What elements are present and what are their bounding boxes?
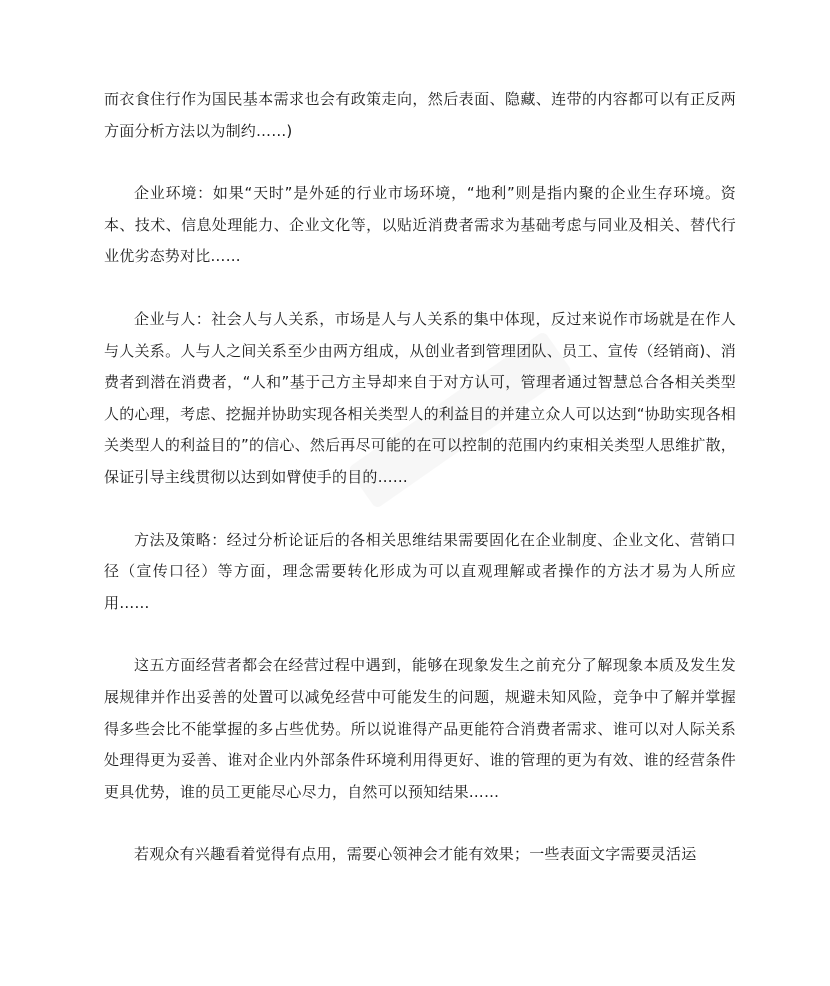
document-body bbox=[104, 84, 736, 871]
paragraph-enterprise-and-people: 企业与人：社会人与人关系，市场是人与人关系的集中体现，反过来说作市场就是在作人与人关系。人与人之间关系至少由两方组成，从创业者到管理团队、员工、宣传（经销商)、消费者到潜在消费者，“人和”基于己方主导却来自于对方认可，管理者通过智慧总合各相关类型人的心理，考虑、挖掘并协助实现各相关类型人的利益目的并建立众人可以达到“协助实现各相关类型人的利益目的”的信心、然后再尽可能的在可以控制的范围内约束相关类型人思维扩散，保证引导主线贯彻以达到如臂使手的目的…… bbox=[104, 309, 736, 486]
paragraph-enterprise-environment: 企业环境：如果“天时”是外延的行业市场环境，“地利”则是指内聚的企业生存环境。资本、技术、信息处理能力、企业文化等，以贴近消费者需求为基础考虑与同业及相关、替代行业优劣态势对比…… bbox=[104, 184, 736, 266]
paragraph-closing: 若观众有兴趣看着觉得有点用，需要心领神会才能有效果；一些表面文字需要灵活运 bbox=[134, 845, 697, 864]
paragraph-continuation: 而衣食住行作为国民基本需求也会有政策走向，然后表面、隐藏、连带的内容都可以有正反两方面分析方法以为制约……) bbox=[104, 90, 736, 140]
paragraph-five-aspects: 这五方面经营者都会在经营过程中遇到，能够在现象发生之前充分了解现象本质及发生发展规律并作出妥善的处置可以减免经营中可能发生的问题，规避未知风险，竞争中了解并掌握得多些会比不能掌握的多占些优势。所以说谁得产品更能符合消费者需求、谁可以对人际关系处理得更为妥善、谁对企业内外部条件环境利用得更好、谁的管理的更为有效、谁的经营条件更具优势，谁的员工更能尽心尽力，自然可以预知结果…… bbox=[104, 656, 736, 801]
paragraph-methods-and-strategy: 方法及策略：经过分析论证后的各相关思维结果需要固化在企业制度、企业文化、营销口径（宣传口径）等方面，理念需要转化形成为可以直观理解或者操作的方法才易为人所应用…… bbox=[104, 530, 736, 612]
